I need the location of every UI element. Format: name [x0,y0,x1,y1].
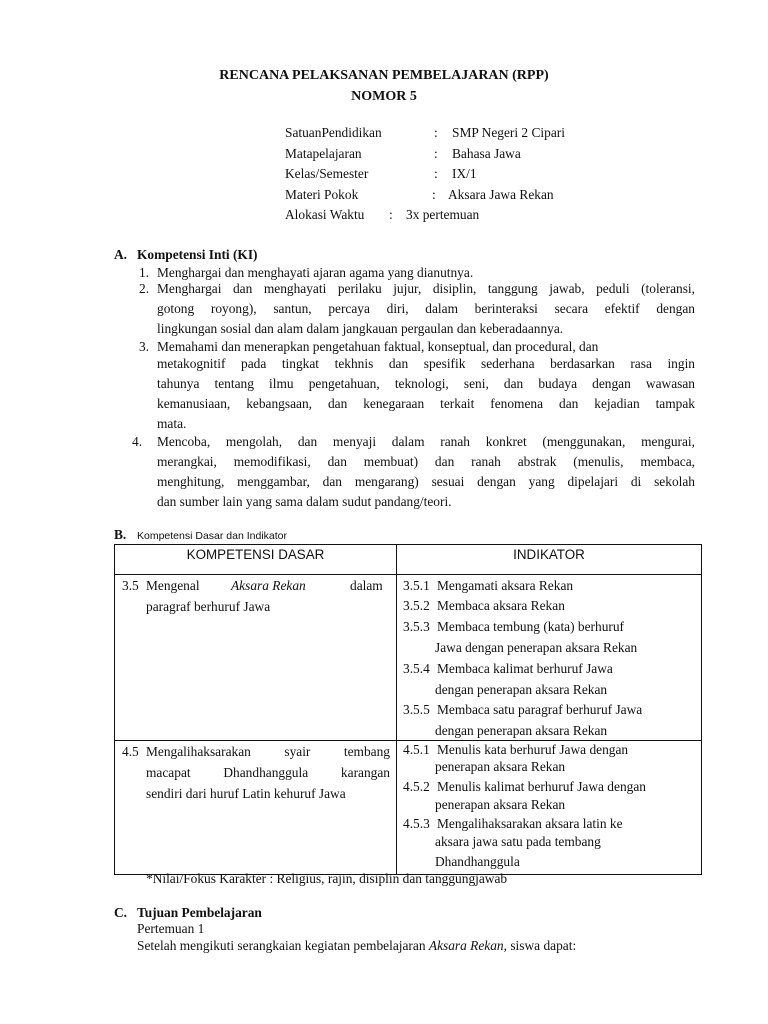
identity-value: SMP Negeri 2 Cipari [452,125,565,140]
ki-line: tahunya tentang ilmu pengetahuan, teknologi, seni, dan budaya dengan wawasan [157,376,695,391]
kd-indicator-table [114,544,702,875]
ki-number: 4. [132,434,143,449]
kd-column-header: KOMPETENSI DASAR [115,545,397,575]
indicator-text: dengan penerapan aksara Rekan [435,682,608,697]
indicator-number: 3.5.1 [403,578,430,593]
indicator-text: penerapan aksara Rekan [435,797,566,812]
ki-number: 2. [139,281,150,296]
identity-value: Aksara Jawa Rekan [448,187,554,202]
identity-label: Kelas/Semester [285,166,369,181]
identity-label: SatuanPendidikan [285,125,382,140]
ki-number: 1. [139,265,150,280]
table-row [115,575,702,741]
ki-line: Menghargai dan menghayati perilaku jujur, disiplin, tanggung jawab, peduli (toleransi, [157,281,695,296]
section-b-letter: B. [114,527,127,542]
identity-sep: : [389,207,393,222]
section-c-letter: C. [114,905,128,920]
kd-text: macapat Dhandhanggula karangan [146,765,390,780]
indicator-text: Membaca tembung (kata) berhuruf [437,619,625,634]
ki-line: Memahami dan menerapkan pengetahuan faktual, konseptual, dan procedural, dan [157,339,599,354]
ki-line: gotong royong), santun, percaya diri, dalam berinteraksi secara efektif dengan [157,301,695,316]
ki-line: Menghargai dan menghayati ajaran agama yang dianutnya. [157,265,474,280]
kd-text: Mengalihaksarakan syair tembang [146,744,390,759]
indicator-text: Dhandhanggula [435,854,520,869]
section-b-title: Kompetensi Dasar dan Indikator [137,530,287,542]
indicator-number: 3.5.2 [403,598,430,613]
indicator-number: 3.5.5 [403,702,430,717]
table-header-row [115,545,702,575]
indicator-column-header: INDIKATOR [397,545,702,575]
identity-value: IX/1 [452,166,477,181]
doc-subtitle: NOMOR 5 [351,89,417,104]
identity-sep: : [434,166,438,181]
indicator-number: 4.5.2 [403,779,430,794]
objective-intro-italic: Aksara Rekan, [428,938,507,953]
indicator-text: Membaca aksara Rekan [437,598,565,613]
character-note: *Nilai/Fokus Karakter : Religius, rajin, disiplin dan tanggungjawab [146,871,508,886]
ki-line: lingkungan sosial dan alam dalam jangkauan pergaulan dan keberadaannya. [157,321,564,336]
identity-label: Matapelajaran [285,146,362,161]
indicator-number: 4.5.1 [403,742,430,757]
indicator-text: Menulis kata berhuruf Jawa dengan [437,742,629,757]
indicator-number: 3.5.3 [403,619,430,634]
ki-line: Mencoba, mengolah, dan menyaji dalam ranah konkret (menggunakan, mengurai, [157,434,695,449]
identity-sep: : [434,125,438,140]
indicator-cell [397,741,702,875]
section-c-title: Tujuan Pembelajaran [137,905,262,920]
indicator-text: dengan penerapan aksara Rekan [435,723,608,738]
objective-intro-text: Setelah mengikuti serangkaian kegiatan pembelajaran [137,938,426,953]
indicator-text: Membaca kalimat berhuruf Jawa [437,661,613,676]
kd-text: Mengenal [146,578,200,593]
indicator-text: Menulis kalimat berhuruf Jawa dengan [437,779,646,794]
kd-number: 3.5 [122,578,139,593]
identity-value: Bahasa Jawa [452,146,521,161]
doc-title: RENCANA PELAKSANAN PEMBELAJARAN (RPP) [219,68,549,83]
kd-text: sendiri dari huruf Latin kehuruf Jawa [146,786,346,801]
ki-number: 3. [139,339,150,354]
indicator-text: Jawa dengan penerapan aksara Rekan [435,640,638,655]
identity-label: Materi Pokok [285,187,359,202]
identity-sep: : [434,146,438,161]
ki-line: merangkai, memodifikasi, dan membuat) dan ranah abstrak (menulis, membaca, [157,454,695,469]
identity-value: 3x pertemuan [406,207,480,222]
objective-intro-end: siswa dapat: [510,938,577,953]
ki-line: menghitung, menggambar, dan mengarang) sesuai dengan yang dipelajari di sekolah [157,474,695,489]
objective-intro [137,938,576,954]
indicator-number: 3.5.4 [403,661,430,676]
kd-text: paragraf berhuruf Jawa [146,599,271,614]
meeting-label: Pertemuan 1 [137,921,205,936]
indicator-text: aksara jawa satu pada tembang [435,834,601,849]
ki-line: kemanusiaan, kebangsaan, dan kenegaraan terkait fenomena dan kejadian tampak [157,396,695,411]
kd-number: 4.5 [122,744,139,759]
indicator-text: Mengamati aksara Rekan [437,578,574,593]
section-a-title: Kompetensi Inti (KI) [137,247,258,262]
kd-text-italic: Aksara Rekan [231,578,306,593]
section-a-letter: A. [114,247,128,262]
ki-line: metakognitif pada tingkat tekhnis dan spesifik sederhana berdasarkan rasa ingin [157,356,695,371]
ki-line: dan sumber lain yang sama dalam sudut pandang/teori. [157,494,452,509]
identity-label: Alokasi Waktu [285,207,365,222]
kd-cell [115,741,397,875]
ki-line: mata. [157,416,187,431]
indicator-number: 4.5.3 [403,816,430,831]
kd-cell [115,575,397,741]
table-row [115,741,702,875]
indicator-text: Mengalihaksarakan aksara latin ke [437,816,623,831]
identity-sep: : [432,187,436,202]
indicator-text: penerapan aksara Rekan [435,759,566,774]
indicator-text: Membaca satu paragraf berhuruf Jawa [437,702,643,717]
kd-text: dalam [350,578,383,593]
indicator-cell [397,575,702,741]
